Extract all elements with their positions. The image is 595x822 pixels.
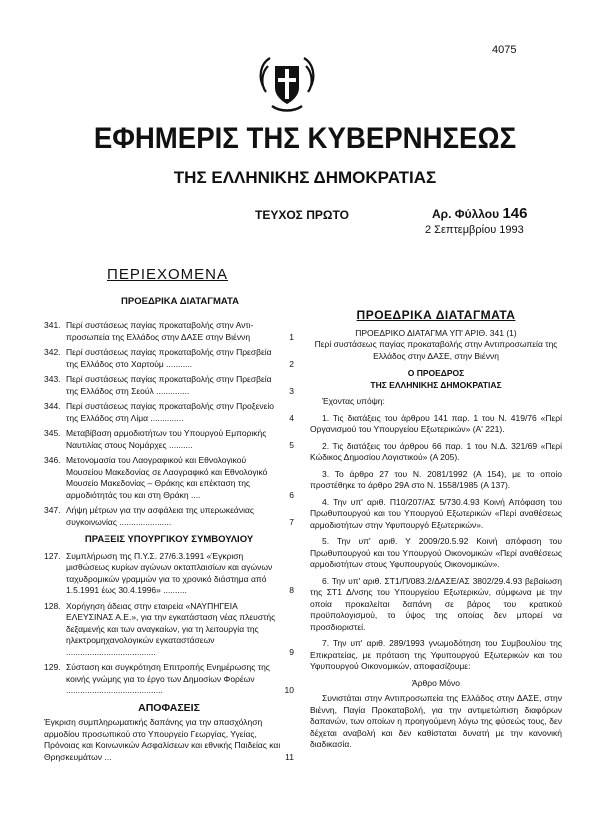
considering-line: Έχοντας υπόψη: [322, 396, 385, 406]
entry-page: 1 [289, 331, 294, 342]
greek-coat-of-arms-icon [252, 48, 322, 118]
entry-text: Χορήγηση άδειας στην εταιρεία «ΝΑΥΠΗΓΕΙΑ ΕΛΕΥΣΙΝΑΣ Α.Ε.», για την εγκατάσταση νέας πλευστής δεξαμενής και των αναγκαίων, για τη λειτουργία της ηλεκτρομηχανολογικών εγκαταστάσεων ...................................... [66, 600, 276, 657]
issue-date: 2 Σεπτεμβρίου 1993 [425, 224, 524, 236]
president-title: Ο ΠΡΟΕΔΡΟΣ [407, 368, 465, 378]
gazette-subtitle: ΤΗΣ ΕΛΛΗΝΙΚΗΣ ΔΗΜΟΚΡΑΤΙΑΣ [173, 168, 437, 187]
entry-text: Έγκριση συμπληρωματικής δαπάνης για την απασχόληση αρμοδίου προσωπικού στο Υπουργείο Γεωργίας, Υγείας, Πρόνοιας και Κοινωνικών Ασφαλίσεων και εθνικής Παιδείας και Θρησκευμάτων ... [44, 717, 281, 762]
toc-entry[interactable] [44, 551, 294, 597]
paragraph: 5. Την υπ' αριθ. Υ 2009/20.5.92 Κοινή απόφαση του Πρωθυπουργού και του Υπουργού Οικονομικών «Περί αναθέσεως αρμοδιοτήτων στους Υφυπουργούς Οικονομικών». [310, 536, 562, 569]
toc-decrees-list [44, 320, 294, 767]
paragraph: 6. Την υπ' αριθ. ΣΤ1/Π/083.2/ΔΑΣΕ/ΑΣ 3802/29.4.93 βεβαίωση της ΣΤ1 Δ/νσης του Υπουργείου Εξωτερικών, σύμφωνα με την οποία προκαλείται δαπάνη σε βάρος του κρατικού προϋπολογισμού, το ύψος της οποίας δεν μπορεί να προσδιοριστεί. [310, 575, 562, 632]
decree-subject: Περί συστάσεως παγίας προκαταβολής στην Αντιπροσωπεία της Ελλάδος στην ΔΑΣΕ, στην Βιέννη [314, 339, 558, 361]
paragraph: 1. Τις διατάξεις του άρθρου 141 παρ. 1 του Ν. 419/76 «Περί Οργανισμού του Υπουργείου Εξωτερικών» (Α' 221). [310, 412, 562, 434]
entry-number: 341. [44, 320, 61, 330]
entry-number: 346. [44, 455, 61, 465]
toc-entry[interactable] [44, 601, 294, 659]
entry-text: Λήψη μέτρων για την ασφάλεια της υπερωκεάνιας συγκοινωνίας ...................... [66, 505, 255, 527]
paragraph: 2. Τις διατάξεις του άρθρου 66 παρ. 1 του Ν.Δ. 321/69 «Περί Κώδικος Δημοσίου Λογιστικού» (Α 205). [310, 440, 562, 462]
entry-text: Περί συστάσεως παγίας προκαταβολής στην Αντι-προσωπεία της Ελλάδος στην ΔΑΣΕ στην Βιέννη [66, 320, 254, 342]
article-title: Άρθρο Μόνο [412, 677, 460, 688]
entry-text: Περί συστάσεως παγίας προκαταβολής στην Πρεσβεία της Ελλάδος στο Χαρτούμ ........... [66, 347, 272, 369]
toc-decrees-heading: ΠΡΟΕΔΡΙΚΑ ΔΙΑΤΑΓΜΑΤΑ [121, 296, 239, 307]
entry-text: Μετονομασία του Λαογραφικού και Εθνολογικού Μουσείου Μακεδονίας σε Λαογραφικό και Εθνολογικό Μουσείο Μακεδονίας – Θράκης και επέκταση της αρμοδιότητάς του και στη Θράκη .... [66, 455, 268, 500]
toc-entry[interactable] [44, 347, 294, 370]
toc-entry[interactable] [44, 717, 294, 763]
entry-page: 6 [289, 489, 294, 500]
toc-entry[interactable] [44, 505, 294, 528]
toc-entry[interactable] [44, 401, 294, 424]
main-column [310, 310, 562, 756]
sheet-label: Αρ. Φύλλου [432, 207, 500, 221]
entry-page: 10 [284, 685, 294, 695]
issue-label: ΤΕΥΧΟΣ ΠΡΩΤΟ [255, 208, 349, 222]
sheet-value: 146 [502, 205, 528, 222]
entry-text: Συμπλήρωση της Π.Υ.Σ. 27/6.3.1991 «Έγκριση μισθώσεως κυρίων αγώνων οκταπλαισίων και αγώνων ταχυδρομικών γραμμών για το χρονικό διάστημα από 1.5.1991 έως 30.4.1996» .......... [66, 550, 273, 595]
entry-page: 5 [289, 439, 294, 450]
toc-entry[interactable] [44, 374, 294, 397]
entry-number: 345. [44, 428, 61, 438]
sheet-number [432, 205, 527, 222]
entry-text: Περί συστάσεως παγίας προκαταβολής στην Πρεσβεία της Ελλάδος στη Σεούλ .............. [66, 374, 272, 396]
entry-text: Μεταβίβαση αρμοδιοτήτων του Υπουργού Εμπορικής Ναυτιλίας στους Νομάρχες .......... [66, 428, 267, 450]
main-heading: ΠΡΟΕΔΡΙΚΑ ΔΙΑΤΑΓΜΑΤΑ [356, 308, 516, 322]
entry-number: 127. [44, 550, 61, 561]
decree-number-line: ΠΡΟΕΔΡΙΚΟ ΔΙΑΤΑΓΜΑ ΥΠ' ΑΡΙΘ. 341 (1) [355, 327, 517, 338]
entry-page: 9 [289, 646, 294, 657]
page-number: 4075 [492, 44, 517, 56]
toc-decisions-heading: ΑΠΟΦΑΣΕΙΣ [138, 701, 200, 714]
paragraph: 3. Το άρθρο 27 του Ν. 2081/1992 (Α 154), με το οποίο προστέθηκε το άρθρο 29Α στο Ν. 1558/1985 (Α 137). [310, 468, 562, 490]
entry-number: 344. [44, 401, 61, 411]
paragraph: 7. Την υπ' αριθ. 289/1993 γνωμοδότηση του Συμβουλίου της Επικρατείας, με πρόταση της Υφυπουργού Εξωτερικών και του Υφυπουργού Οικονομικών, αποφασίζουμε: [310, 638, 562, 671]
entry-number: 128. [44, 600, 61, 611]
entry-page: 2 [289, 358, 294, 369]
entry-page: 11 [285, 751, 294, 762]
entry-number: 342. [44, 347, 61, 357]
entry-page: 4 [289, 412, 294, 423]
article-text: Συνιστάται στην Αντιπροσωπεία της Ελλάδος στην ΔΑΣΕ, στην Βιέννη, Παγία Προκαταβολή, για την αντιμετώπιση διαφόρων δαπανών, των οποίων η προηγούμενη λόγω της φύσεώς τους, δεν δέχεται αναβολή και δεν καθίσταται δυνατή με την κανονική διαδικασία. [310, 693, 562, 749]
gazette-title: ΕΦΗΜΕΡΙΣ ΤΗΣ ΚΥΒΕΡΝΗΣΕΩΣ [93, 122, 517, 155]
toc-entry[interactable] [44, 428, 294, 451]
entry-text: Σύσταση και συγκρότηση Επιτροπής Ενημέρωσης της κοινής γνώμης για το έργο των Δημοσίων Φορέων ......................................... [66, 662, 270, 695]
entry-page: 7 [289, 516, 294, 527]
paragraph: 4. Την υπ' αριθ. Π10/207/ΑΣ 5/730.4.93 Κοινή Απόφαση του Πρωθυπουργού και του Υπουργού Εξωτερικών «Περί αναθέσεως αρμοδιοτήτων στην Υφυπουργό Εξωτερικών». [310, 496, 562, 530]
toc-ministerial-heading: ΠΡΑΞΕΙΣ ΥΠΟΥΡΓΙΚΟΥ ΣΥΜΒΟΥΛΙΟΥ [84, 534, 254, 545]
entry-number: 347. [44, 505, 61, 515]
entry-text: Περί συστάσεως παγίας προκαταβολής στην Προξενείο της Ελλάδος στη Λίμα .............. [66, 401, 275, 423]
entry-number: 129. [44, 662, 61, 672]
toc-entry[interactable] [44, 662, 294, 697]
toc-entry[interactable] [44, 455, 294, 501]
entry-page: 8 [289, 585, 294, 595]
contents-heading: ΠΕΡΙΕΧΟΜΕΝΑ [107, 266, 229, 283]
president-subtitle: ΤΗΣ ΕΛΛΗΝΙΚΗΣ ΔΗΜΟΚΡΑΤΙΑΣ [370, 379, 502, 390]
toc-entry[interactable] [44, 320, 294, 343]
entry-page: 3 [289, 385, 294, 396]
entry-number: 343. [44, 374, 61, 384]
